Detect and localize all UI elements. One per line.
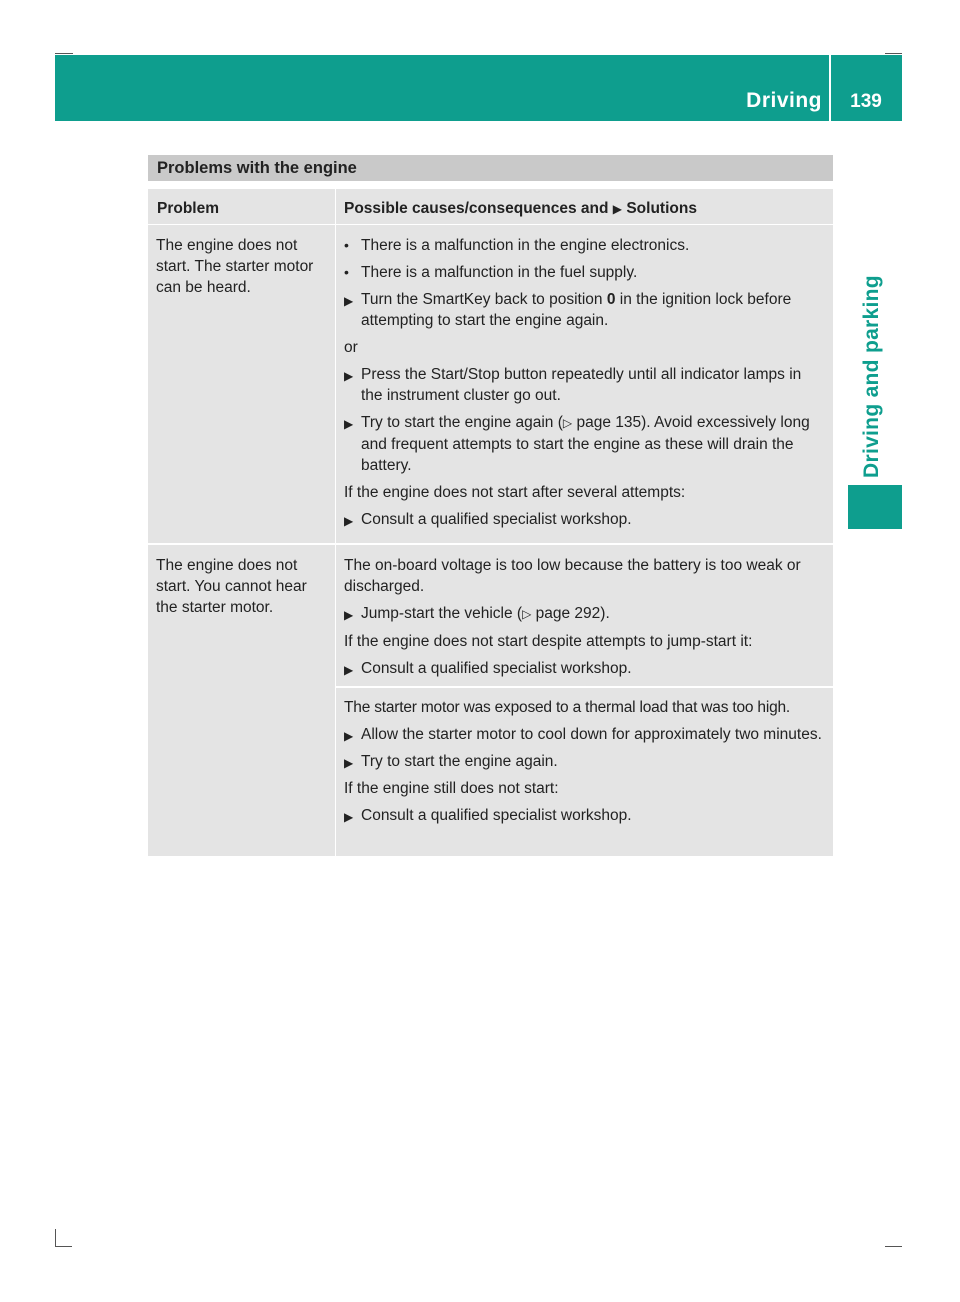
list-item (344, 262, 826, 283)
action-step (344, 412, 826, 476)
step-text: Turn the SmartKey back to position (361, 291, 603, 308)
page-ref-icon: ▷ (522, 607, 532, 621)
crop-mark-bottom-left-v (55, 1229, 56, 1247)
action-step (344, 724, 826, 745)
table-header-problem-label: Problem (157, 200, 220, 217)
header-title: Driving (746, 89, 822, 112)
section-title: Problems with the engine (157, 159, 357, 177)
header-divider (829, 55, 831, 121)
step-text: Consult a qualified specialist workshop. (361, 511, 632, 528)
row2-solutions-cell-b (336, 688, 833, 856)
row2-solutions-cell-a (336, 545, 833, 686)
step-text: in the ignition lock before attempting to start the engine again. (361, 291, 792, 329)
step-text: Press the Start/Stop button repeatedly until all indicator lamps in the instrument cluster go out. (361, 366, 802, 404)
action-step (344, 603, 826, 625)
row1-solutions-cell (336, 225, 833, 543)
row1-problem-cell (148, 225, 335, 543)
cause-text: There is a malfunction in the fuel supply. (361, 264, 638, 281)
step-text: Allow the starter motor to cool down for approximately two minutes. (361, 726, 822, 743)
page-ref-icon: ▷ (562, 416, 573, 430)
table-header-solutions-prefix: Possible causes/consequences and (344, 200, 609, 217)
page-ref-link[interactable]: page 292 (535, 605, 601, 622)
action-arrow-icon: ▶ (344, 294, 354, 308)
row1-problem-text: The engine does not start. The starter motor can be heard. (156, 237, 314, 296)
step-text: ). (600, 605, 610, 622)
step-text: Consult a qualified specialist workshop. (361, 807, 632, 824)
action-step (344, 658, 826, 679)
row2-problem-cell (148, 545, 335, 856)
cause-text: The on-board voltage is too low because the battery is too weak or discharged. (344, 557, 801, 595)
side-tab-label: Driving and parking (860, 275, 883, 478)
list-item (344, 235, 826, 256)
action-arrow-icon: ▶ (344, 369, 354, 383)
cause-text: There is a malfunction in the engine electronics. (361, 237, 690, 254)
table-header-solutions-suffix: Solutions (626, 200, 697, 217)
action-step (344, 751, 826, 772)
action-arrow-icon: ▶ (344, 608, 354, 622)
step-text: Jump-start the vehicle ( (361, 605, 523, 622)
bullet-icon: • (344, 264, 349, 280)
action-step (344, 289, 826, 331)
row2-problem-text: The engine does not start. You cannot hear the starter motor. (156, 557, 307, 616)
step-text: ). Avoid excessively long and frequent attempts to start the engine as these will drain the battery. (361, 414, 810, 474)
action-step (344, 805, 826, 826)
action-arrow-icon: ▶ (344, 729, 354, 743)
action-arrow-icon: ▶ (344, 417, 354, 431)
solutions-arrow-icon: ▶ (612, 202, 623, 216)
action-arrow-icon: ▶ (344, 810, 354, 824)
bullet-icon: • (344, 237, 349, 253)
step-text: Consult a qualified specialist workshop. (361, 660, 632, 677)
crop-mark-bottom-right-h (885, 1246, 902, 1247)
page-number: 139 (850, 91, 882, 112)
side-tab-block (848, 485, 902, 529)
section-title-bar (148, 155, 833, 181)
note-text: If the engine does not start despite attempts to jump-start it: (344, 633, 753, 650)
crop-mark-top-right-h (885, 53, 902, 54)
action-arrow-icon: ▶ (344, 756, 354, 770)
or-text: or (344, 339, 358, 356)
table-header-problem (148, 189, 335, 224)
crop-mark-bottom-left-h (55, 1246, 72, 1247)
key-position: 0 (606, 291, 616, 308)
cause-text: The starter motor was exposed to a thermal load that was too high. (344, 699, 791, 716)
page-ref-link[interactable]: page 135 (576, 414, 642, 431)
action-step (344, 509, 826, 530)
note-text: If the engine still does not start: (344, 780, 559, 797)
action-step (344, 364, 826, 406)
action-arrow-icon: ▶ (344, 663, 354, 677)
step-text: Try to start the engine again. (361, 753, 558, 770)
action-arrow-icon: ▶ (344, 514, 354, 528)
step-text: Try to start the engine again ( (361, 414, 563, 431)
table-header-solutions (336, 189, 833, 224)
note-text: If the engine does not start after several attempts: (344, 484, 686, 501)
crop-mark-top-left-h (55, 53, 73, 54)
